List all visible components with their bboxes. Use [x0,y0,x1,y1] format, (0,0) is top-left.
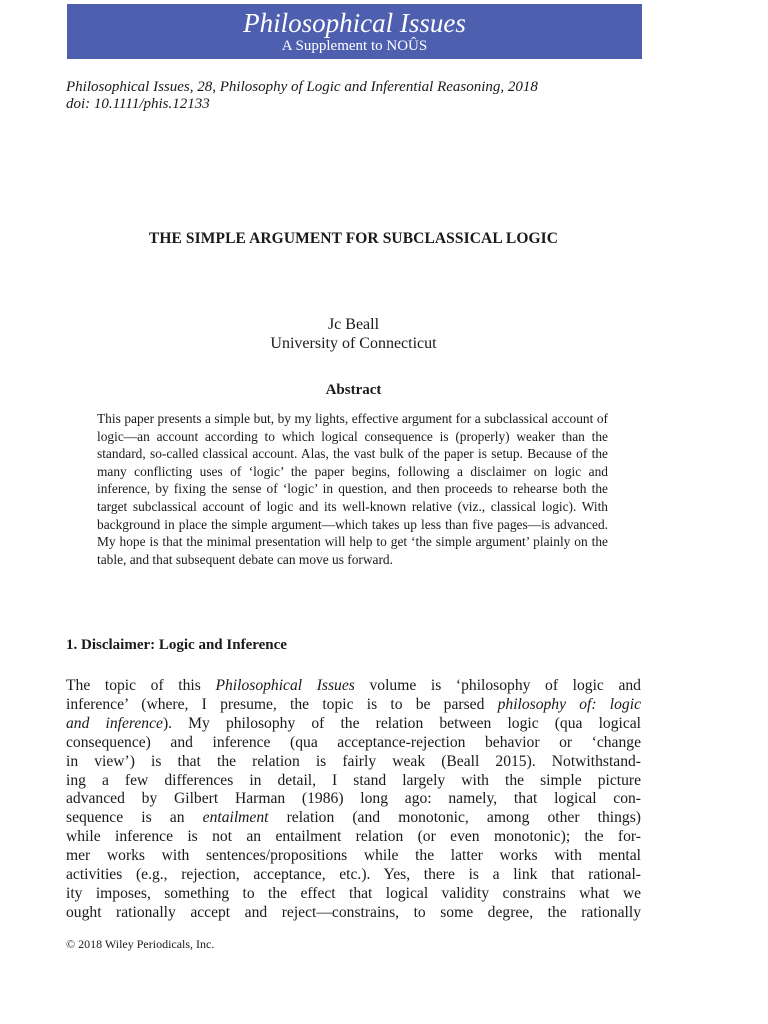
abstract-text: This paper presents a simple but, by my lights, effective argument for a subclassical account of logic—an account according to which logical consequence is (properly) weaker than the standard, so-called classical account. Alas, the vast bulk of the paper is setup. Because of the many conflicting uses of ‘logic’ the paper begins, following a disclaimer on logic and inference, by fixing the sense of ‘logic’ in question, and then proceeds to rehearse both the target subclassical account of logic and its well-known relative (viz., classical logic). With background in place the simple argument—which takes up less than five pages—is advanced. My hope is that the minimal presentation will help to get ‘the simple argument’ plainly on the table, and that subsequent debate can move us forward. [97,411,608,567]
body-text-span: ). My philosophy of the relation between logic (qua logical [162,714,641,732]
body-text-span: relation (and monotonic, among other things) [268,809,641,827]
body-text-span: while inference is not an entailment relation (or even monotonic); the for- [66,828,641,846]
article-title: THE SIMPLE ARGUMENT FOR SUBCLASSICAL LOGIC [148,230,559,247]
body-line [66,790,641,809]
body-line [66,904,641,923]
body-text-span: The topic of this [66,677,216,694]
journal-banner [67,4,642,59]
body-text-span: consequence) and inference (qua acceptance-rejection behavior or ‘change [66,733,641,751]
author-affiliation: University of Connecticut [270,335,437,352]
body-line [66,677,641,696]
citation-block [66,79,646,113]
body-text-span: in view’) is that the relation is fairly weak (Beall 2015). Notwithstand- [66,752,641,770]
body-text-span: advanced by Gilbert Harman (1986) long ago: namely, that logical con- [66,790,641,808]
body-line [66,885,641,904]
body-text-span: ing a few differences in detail, I stand largely with the simple picture [66,771,641,789]
author-block [66,315,641,353]
copyright-notice: © 2018 Wiley Periodicals, Inc. [66,937,215,951]
body-italic-span: entailment [202,809,269,827]
journal-title: Philosophical Issues [243,8,466,38]
abstract-heading: Abstract [325,382,382,398]
body-italic-span: Philosophical Issues [215,677,355,694]
author-name: Jc Beall [327,316,380,333]
body-text-span: ity imposes, something to the effect that logical validity constrains what we [66,884,641,902]
body-line [66,734,641,753]
section-heading: 1. Disclaimer: Logic and Inference [66,637,287,653]
citation-line: Philosophical Issues, 28, Philosophy of Logic and Inferential Reasoning, 2018 [66,79,538,95]
body-line [66,715,641,734]
body-line [66,772,641,791]
body-line [66,828,641,847]
body-line [66,847,641,866]
body-text-span: volume is ‘philosophy of logic and [354,677,641,694]
doi-line: doi: 10.1111/phis.12133 [66,96,210,112]
body-line [66,866,641,885]
body-line [66,696,641,715]
body-text-span: sequence is an [66,809,203,827]
body-line [66,809,641,828]
body-italic-span: philosophy of: logic [497,695,641,713]
body-text-span: activities (e.g., rejection, acceptance, etc.). Yes, there is a link that rational- [66,866,641,884]
body-text-span: ought rationally accept and reject—constrains, to some degree, the rationally [66,903,641,921]
body-text [66,677,641,923]
body-text-span: mer works with sentences/propositions while the latter works with mental [66,847,641,865]
body-italic-span: and inference [66,714,163,732]
body-text-span: inference’ (where, I presume, the topic is to be parsed [66,695,498,713]
body-line [66,753,641,772]
journal-subtitle: A Supplement to NOÛS [281,38,428,54]
